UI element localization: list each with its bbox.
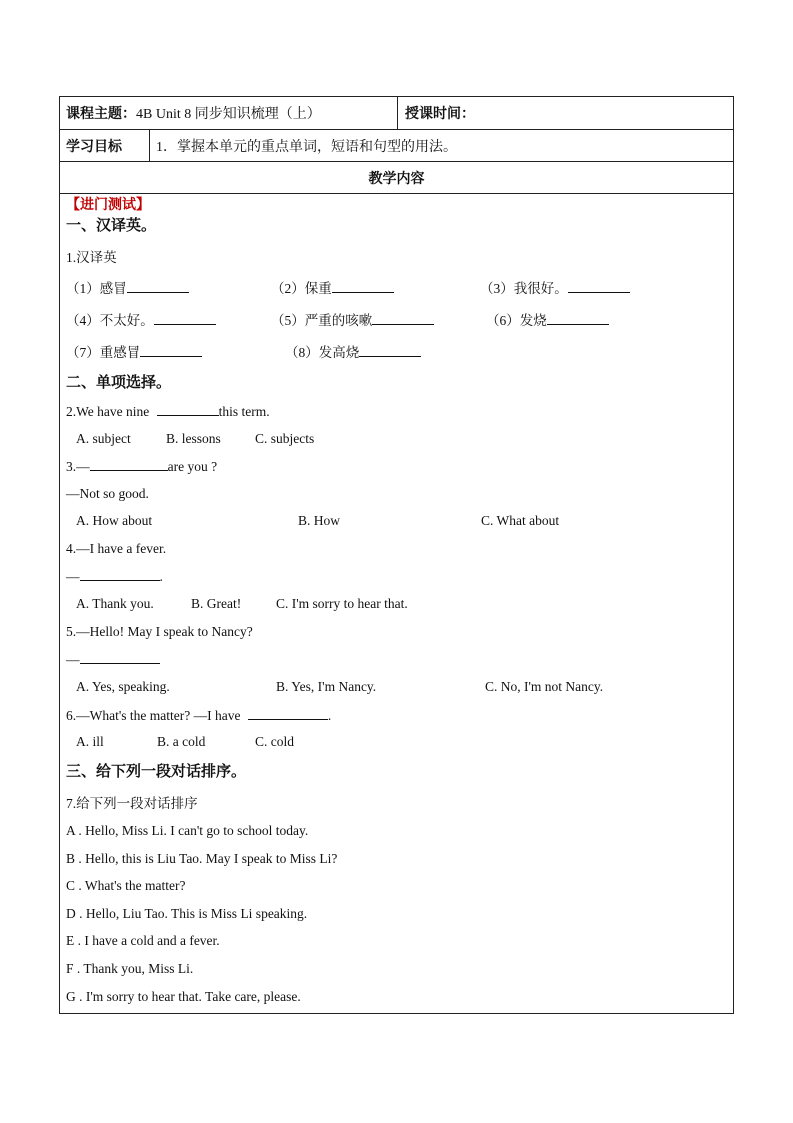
content-title: 教学内容: [368, 171, 425, 187]
q1-item: （6）发烧: [486, 309, 609, 329]
q7-dialogue-line: D . Hello, Liu Tao. This is Miss Li speaking.: [66, 906, 308, 921]
objective-row: [60, 130, 733, 162]
objective-label: 学习目标: [66, 139, 122, 155]
header-row: [60, 97, 733, 130]
time-label: 授课时间：: [405, 107, 475, 122]
q1-item: （1）感冒: [66, 277, 189, 297]
q2-option: A. subject: [76, 431, 131, 446]
entry-test-tag: 【进门测试】: [66, 198, 150, 213]
section-2-heading: 二、单项选择。: [66, 375, 172, 391]
q5-stem: 5.—Hello! May I speak to Nancy?: [66, 624, 253, 639]
q1-item: （2）保重: [271, 277, 394, 297]
q3-reply: —Not so good.: [66, 486, 149, 501]
q5-reply: —: [66, 651, 160, 668]
q3-option: C. What about: [481, 513, 560, 528]
q7-dialogue-line: G . I'm sorry to hear that. Take care, please.: [66, 989, 301, 1004]
objective-text: 1．掌握本单元的重点单词，短语和句型的用法。: [156, 139, 457, 155]
topic-label: 课程主题：: [66, 107, 136, 122]
q4-option: C. I'm sorry to hear that.: [276, 596, 408, 611]
q5-option: A. Yes, speaking.: [76, 679, 170, 694]
q6-option: C. cold: [255, 734, 294, 749]
q1-title: 1.汉译英: [66, 250, 117, 265]
q4-reply: — .: [66, 569, 163, 584]
lesson-sheet: [59, 96, 734, 1014]
q2-option: C. subjects: [255, 431, 315, 446]
q3-option: B. How: [298, 513, 341, 528]
q7-dialogue-line: B . Hello, this is Liu Tao. May I speak to Miss Li?: [66, 851, 338, 866]
q3-stem: 3.— are you ?: [66, 459, 218, 474]
q7-dialogue-line: A . Hello, Miss Li. I can't go to school today.: [66, 823, 309, 838]
q1-item: （7）重感冒: [66, 341, 202, 361]
content-title-row: [60, 162, 733, 194]
section-3-heading: 三、给下列一段对话排序。: [66, 764, 247, 780]
q6-option: A. ill: [76, 734, 104, 749]
q3-option: A. How about: [76, 513, 153, 528]
q1-item: （5）严重的咳嗽: [271, 309, 434, 329]
q4-option: A. Thank you.: [76, 596, 154, 611]
q6-stem: 6.—What's the matter? —I have .: [66, 708, 332, 723]
header-divider: [397, 97, 398, 129]
q7-dialogue-line: C . What's the matter?: [66, 878, 186, 893]
q4-stem: 4.—I have a fever.: [66, 541, 167, 556]
section-1-heading: 一、汉译英。: [66, 218, 157, 234]
q5-option: B. Yes, I'm Nancy.: [276, 679, 377, 694]
q7-title: 7.给下列一段对话排序: [66, 796, 198, 811]
objective-divider: [149, 130, 150, 161]
q4-option: B. Great!: [191, 596, 242, 611]
topic-cell: [66, 97, 321, 129]
q6-option: B. a cold: [157, 734, 206, 749]
q1-item: （4）不太好。: [66, 309, 216, 329]
q2-option: B. lessons: [166, 431, 221, 446]
q1-item: （3）我很好。: [480, 277, 630, 297]
q7-dialogue-line: F . Thank you, Miss Li.: [66, 961, 194, 976]
q2-stem: 2.We have nine this term.: [66, 404, 270, 419]
q5-option: C. No, I'm not Nancy.: [485, 679, 604, 694]
q7-dialogue-line: E . I have a cold and a fever.: [66, 933, 220, 948]
topic-value: 4B Unit 8 同步知识梳理（上）: [136, 107, 321, 122]
test-body: [60, 194, 733, 1013]
q1-item: （8）发高烧: [285, 341, 421, 361]
